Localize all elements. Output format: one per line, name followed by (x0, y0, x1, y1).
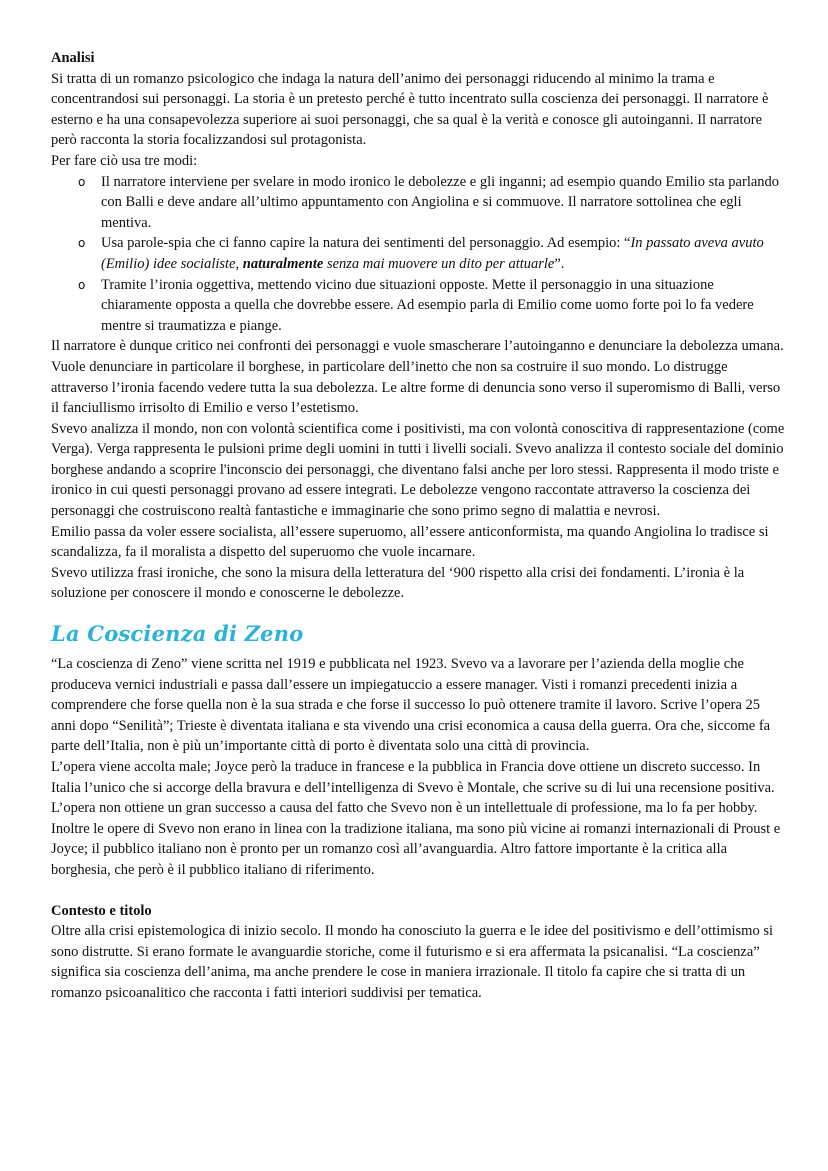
quote-close: ”. (554, 255, 565, 272)
spacer (51, 881, 788, 901)
quote-part-2: senza mai muovere un dito per attuarle (323, 255, 555, 272)
quote-emphasis: naturalmente (242, 255, 324, 272)
list-item (78, 172, 788, 234)
analisi-paragraph-6: Svevo utilizza frasi ironiche, che sono la misura della letteratura del ‘900 rispetto alla crisi dei fondamenti. L’ironia è la soluzione per conoscere il mondo e conoscerne le debolezze. (51, 564, 745, 602)
bullet-text-1: Il narratore interviene per svelare in modo ironico le debolezze e gli inganni; ad esempio quando Emilio sta parlando con Balli e deve andare all’ultimo appuntamento con Angiolina e si commuove. Il narratore sottolinea che egli mentiva. (101, 173, 780, 231)
coscienza-paragraph-1: “La coscienza di Zeno” viene scritta nel 1919 e pubblicata nel 1923. Svevo va a lavorare per l’azienda della moglie che produceva vernici industriali e passa dall’essere un impiegatuccio a essere manager. Visti i romanzi precedenti inizia a comprendere che forse quella non è la sua strada e che forse il successo lo può ottenere tramite il lavoro. Scrive l’opera 25 anni dopo “Senilità”; Trieste è diventata italiana e sta vivendo una crisi economica a causa della guerra. Ora che, siccome fa parte dell’Italia, non è più un’importante città di porto è diventata solo una città di provincia. (51, 656, 771, 755)
list-item (78, 233, 788, 274)
bullet-marker: o (78, 277, 86, 292)
analisi-paragraph-3: Il narratore è dunque critico nei confronti dei personaggi e vuole smascherare l’autoinganno e denunciare la debolezza umana. Vuole denunciare in particolare il borghese, in particolare dell’inetto che non sa costruire il suo mondo. Lo distrugge attraverso l’ironia facendo vedere tutta la sua debolezza. Le altre forme di denuncia sono verso il superomismo di Balli, verso il fanciullismo irrisolto di Emilio e verso l’estetismo. (51, 338, 784, 417)
coscienza-paragraph-3: L’opera non ottiene un gran successo a causa del fatto che Svevo non è un intellettuale di professione, ma lo fa per hobby. (51, 800, 758, 817)
contesto-heading: Contesto e titolo (51, 902, 152, 919)
bullet-text-2-intro: Usa parole-spia che ci fanno capire la natura dei sentimenti del personaggio. Ad esempio: “ (101, 235, 631, 252)
list-item (78, 275, 788, 337)
quote-part-1: In passato aveva avuto (Emilio) idee socialiste, (101, 235, 764, 272)
modes-list (51, 172, 788, 337)
contesto-paragraph-1: Oltre alla crisi epistemologica di inizio secolo. Il mondo ha conosciuto la guerra e le idee del positivismo e dell’ottimismo si sono distrutte. Si erano formate le avanguardie storiche, come il futurismo e si era affermata la psicanalisi. “La coscienza” significa sia coscienza dell’anima, ma anche prendere le cose in maniera irrazionale. Il titolo fa capire che si tratta di un romanzo psicoanalitico che racconta i fatti interiori suddivisi per tematica. (51, 923, 774, 1001)
coscienza-paragraph-4: Inoltre le opere di Svevo non erano in linea con la tradizione italiana, ma sono più vicine ai romanzi internazionali di Proust e Joyce; il pubblico italiano non è pronto per un romanzo così all’avanguardia. Altro fattore importante è la critica alla borghesia, che però è il pubblico italiano di riferimento. (51, 820, 781, 878)
analisi-paragraph-5: Emilio passa da voler essere socialista, all’essere superuomo, all’essere anticonformista, ma quando Angiolina lo tradisce si scandalizza, fa il moralista a dispetto del superuomo che vuole incarnare. (51, 523, 769, 561)
analisi-paragraph-2: Per fare ciò usa tre modi: (51, 152, 198, 169)
analisi-heading: Analisi (51, 50, 95, 66)
analisi-paragraph-4: Svevo analizza il mondo, non con volontà scientifica come i positivisti, ma con volontà conoscitiva di rappresentazione (come Verga). Verga rappresenta le pulsioni prime degli uomini in tutti i livelli sociali. Svevo analizza il contesto sociale del dominio borghese andando a scoprire l'inconscio dei personaggi, che diventano falsi anche per loro stessi. Rappresenta il modo triste e ironico in cui questi personaggi provano ad essere integrati. Le debolezze vengono raccontate attraverso la coscienza dei personaggi che costruiscono realtà fantastiche e immaginarie che sono primo segno di malattia e nevrosi. (51, 420, 785, 520)
bullet-marker: o (78, 174, 86, 189)
section-title: La Coscienza di Zeno (51, 621, 304, 647)
bullet-marker: o (78, 236, 86, 251)
bullet-text-3: Tramite l’ironia oggettiva, mettendo vicino due situazioni opposte. Mette il personaggio in una situazione chiaramente opposta a quella che dovrebbe essere. Ad esempio parla di Emilio come uomo forte poi lo fa vedere mentre si traumatizza e piange. (101, 276, 754, 334)
analisi-paragraph-1: Si tratta di un romanzo psicologico che indaga la natura dell’animo dei personaggi riducendo al minimo la trama e concentrandosi sui personaggi. La storia è un pretesto perché è tutto incentrato sulla coscienza dei personaggi. Il narratore è esterno e ha una consapevolezza superiore ai suoi personaggi, che sa qual è la verità e conosce gli autoinganni. Il narratore però racconta la storia focalizzandosi sul protagonista. (51, 70, 769, 149)
coscienza-paragraph-2: L’opera viene accolta male; Joyce però la traduce in francese e la pubblica in Francia dove ottiene un discreto successo. In Italia l’unico che si accorge della bravura e dell’intelligenza di Svevo è Montale, che scrive su di lui una recensione positiva. (51, 759, 775, 796)
bullet-text-2 (101, 235, 764, 272)
